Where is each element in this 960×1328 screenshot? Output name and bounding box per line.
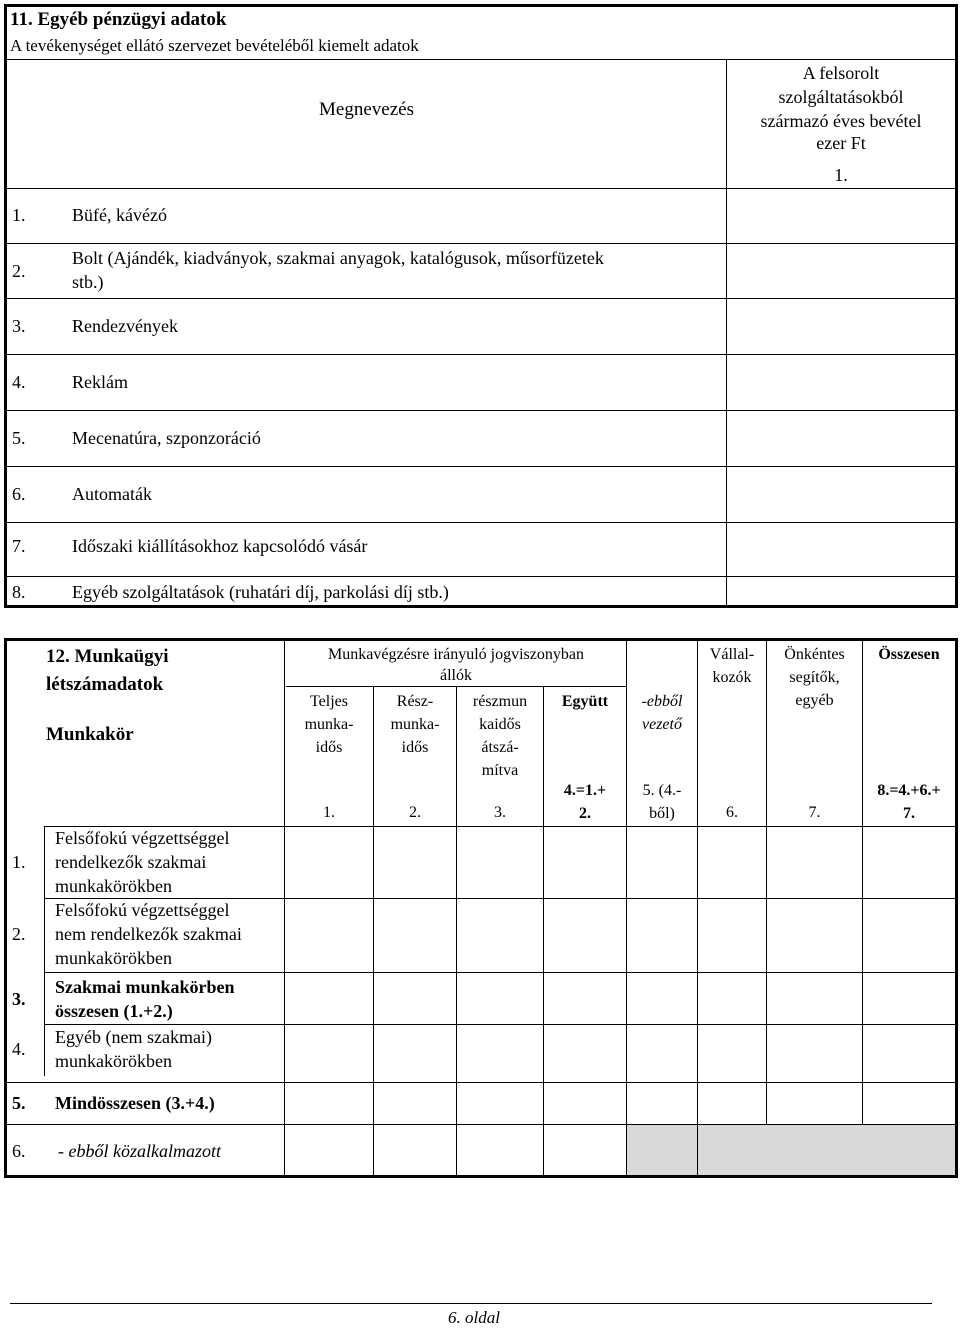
column-header-osszesen: Összesen (878, 646, 940, 663)
column-number: 1. (323, 804, 335, 821)
column-header-munkakor: Munkakör (46, 724, 134, 745)
column-number-ebbol: 5. (4.- ből) (642, 782, 682, 822)
section-11-subtitle: A tevékenységet ellátó szervezet bevételéből kiemelt adatok (10, 36, 419, 55)
row-number: 4. (12, 372, 26, 392)
row-label-szakmai-osszesen: Szakmai munkakörben összesen (1.+2.) (55, 977, 235, 1021)
column-number: 6. (726, 804, 738, 821)
row-number: 4. (12, 1039, 26, 1059)
row-label-bolt: Bolt (Ajándék, kiadványok, szakmai anyagok, katalógusok, műsorfüzetek (72, 248, 604, 268)
section-11-title: 11. Egyéb pénzügyi adatok (10, 9, 227, 30)
row-number: 3. (12, 316, 26, 336)
row-number: 1. (12, 852, 26, 872)
row-label-felsofoku-szakmai: Felsőfokú végzettséggel rendelkezők szakmai munkakörökben (55, 828, 230, 896)
row-number: 8. (12, 582, 26, 602)
row-label-mecenatura: Mecenatúra, szponzoráció (72, 428, 261, 448)
column-header-ebbol-vezeto: -ebből vezető (641, 693, 683, 733)
column-number-egyutt: 4.=1.+ 2. (563, 782, 607, 822)
row-number: 7. (12, 536, 26, 556)
footer-divider (10, 1303, 932, 1304)
column-header-teljes: Teljes munka- idős (304, 693, 354, 756)
row-number: 5. (12, 1093, 26, 1113)
column-number: 2. (409, 804, 421, 821)
column-header-resz: Rész- munka- idős (390, 693, 440, 756)
row-label-rendezvenyek: Rendezvények (72, 316, 178, 336)
row-number: 6. (12, 1141, 26, 1161)
row-number: 1. (12, 205, 26, 225)
column-header-megnevezes: Megnevezés (319, 99, 414, 120)
column-number: 3. (494, 804, 506, 821)
row-number: 5. (12, 428, 26, 448)
row-number: 2. (12, 924, 26, 944)
row-label-mindosszesen: Mindösszesen (3.+4.) (55, 1093, 215, 1113)
row-label-bufe: Büfé, kávézó (72, 205, 167, 225)
column-header-income: A felsorolt szolgáltatásokból származó éves bevétel ezer Ft (760, 63, 922, 153)
column-header-onkentes: Önkéntes segítők, egyéb (784, 646, 845, 709)
page-number: 6. oldal (448, 1308, 500, 1327)
column-number-osszesen: 8.=4.+6.+ 7. (877, 782, 941, 822)
row-label-reklam: Reklám (72, 372, 128, 392)
row-number: 3. (12, 989, 26, 1009)
column-header-egyutt: Együtt (561, 693, 609, 710)
column-header-reszmunka: részmun kaidős átszá- mítva (472, 693, 528, 779)
section-12-title: 12. Munkaügyi létszámadatok (46, 646, 169, 695)
group-header-jogviszony: Munkavégzésre irányuló jogviszonyban állók (328, 646, 584, 684)
column-number: 7. (808, 804, 821, 821)
row-label-egyeb-szolg: Egyéb szolgáltatások (ruhatári díj, parkolási díj stb.) (72, 582, 449, 602)
column-number-income: 1. (834, 165, 848, 185)
row-label-kozalkalmazott: - ebből közalkalmazott (58, 1141, 221, 1161)
row-label-automatak: Automaták (72, 484, 152, 504)
row-label-bolt-cont: stb.) (72, 272, 104, 292)
row-number: 6. (12, 484, 26, 504)
row-number: 2. (12, 261, 26, 281)
column-header-vallalkozok: Vállal- kozók (709, 646, 755, 686)
row-label-egyeb-nem-szakmai: Egyéb (nem szakmai) munkakörökben (55, 1027, 212, 1071)
row-label-idoszaki: Időszaki kiállításokhoz kapcsolódó vásár (72, 536, 368, 556)
row-label-felsofoku-nem: Felsőfokú végzettséggel nem rendelkezők szakmai munkakörökben (55, 900, 242, 968)
